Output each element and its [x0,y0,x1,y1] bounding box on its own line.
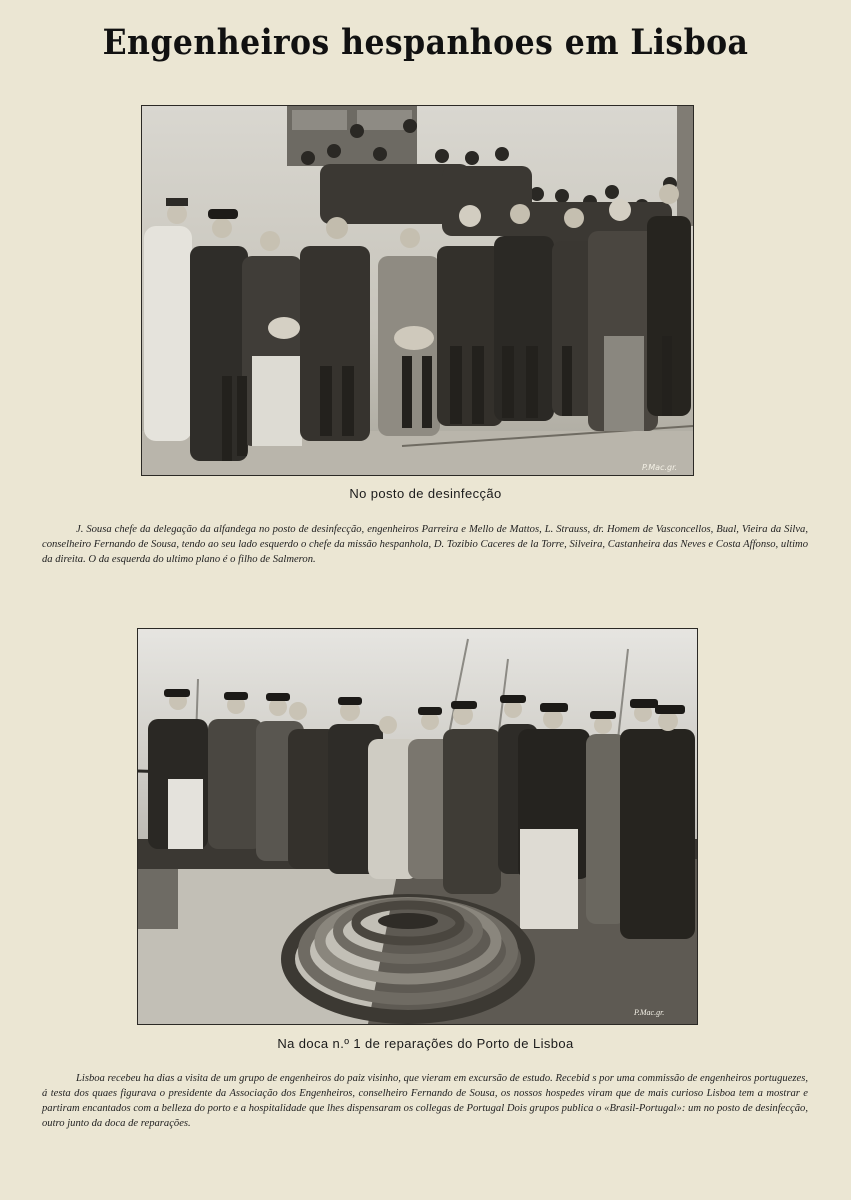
photo-disinfection-post [141,105,694,476]
photo-disinfection-post-signature: P.Mac.gr. [642,463,678,472]
description-disinfection-post: J. Sousa chefe da delegação da alfandega no posto de desinfecção, engenheiros Parreira e Mello de Mattos, L. Strauss, dr. Homem de Vasconcellos, Bual, Vieira da Silva, conselheiro Fernando de Sousa, tendo ao seu lado esquerdo o chefe da missão hespanhola, D. Tozibio Caceres de la Torre, Silveira, Castanheira das Neves e Costa Affonso, ultimo da direita. O da esquerda do ultimo plano é o filho de Salmeron. [42,524,808,565]
photo-repair-dock-signature: P.Mac.gr. [634,1008,665,1017]
caption-disinfection-post: No posto de desinfecção [349,486,502,501]
article-text: Lisboa recebeu ha dias a visita de um grupo de engenheiros do paiz visinho, que vieram em excursão de estudo. Recebid s por uma commissão de engenheiros portuguezes, á testa dos quaes figurava o presidente da Associação dos Engenheiros, conselheiro Fernando de Sousa, os nossos hospedes viram que de mais curioso Lisboa tem a mostrar e partiram encantados com a belleza do porto e a hospitalidade que lhes dispensaram os collegas de Portugal Dois grupos publica o «Brasil-Portugal»: um no posto de desinfecção, outro junto da doca de reparações. [42,1073,808,1129]
photo-repair-dock-image [138,629,697,1024]
page-title: Engenheiros hespanhoes em Lisboa [102,22,749,63]
photo-repair-dock [137,628,698,1025]
caption-repair-dock: Na doca n.º 1 de reparações do Porto de Lisboa [277,1036,574,1051]
photo-disinfection-post-image [142,106,693,475]
